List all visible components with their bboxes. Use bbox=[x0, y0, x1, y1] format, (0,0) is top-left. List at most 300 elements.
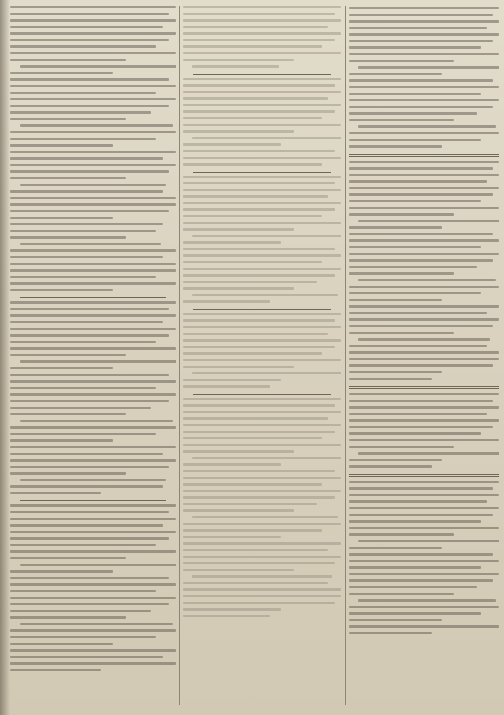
text-line bbox=[349, 119, 454, 121]
text-line bbox=[183, 268, 341, 270]
text-line bbox=[10, 19, 176, 21]
text-lines-left-2 bbox=[10, 504, 176, 671]
text-line bbox=[358, 125, 496, 127]
text-line bbox=[349, 292, 481, 294]
right-article-4 bbox=[349, 481, 499, 635]
text-line bbox=[183, 176, 341, 178]
text-line bbox=[349, 351, 499, 353]
text-line bbox=[349, 46, 481, 48]
article-separator bbox=[193, 74, 331, 75]
text-line bbox=[10, 400, 169, 402]
text-line bbox=[349, 426, 493, 428]
text-line bbox=[183, 281, 317, 283]
text-line bbox=[10, 328, 176, 330]
text-line bbox=[349, 259, 493, 261]
text-line bbox=[20, 564, 176, 566]
text-line bbox=[349, 612, 481, 614]
text-line bbox=[20, 420, 173, 422]
text-line bbox=[10, 157, 163, 159]
text-line bbox=[192, 294, 337, 296]
text-line bbox=[349, 299, 442, 301]
text-line bbox=[192, 137, 341, 139]
text-line bbox=[183, 503, 317, 505]
text-line bbox=[349, 161, 499, 163]
text-line bbox=[10, 32, 176, 34]
text-line bbox=[349, 625, 499, 627]
text-line bbox=[349, 305, 499, 307]
text-line bbox=[349, 272, 454, 274]
text-line bbox=[10, 492, 101, 494]
text-line bbox=[183, 411, 341, 413]
text-lines-middle-2 bbox=[183, 176, 341, 303]
text-line bbox=[183, 490, 341, 492]
text-line bbox=[349, 86, 499, 88]
text-line bbox=[349, 527, 499, 529]
left-article-2 bbox=[10, 504, 176, 671]
text-line bbox=[10, 446, 176, 448]
text-line bbox=[10, 662, 176, 664]
text-line bbox=[183, 417, 328, 419]
text-line bbox=[349, 553, 493, 555]
text-line bbox=[10, 367, 113, 369]
text-line bbox=[20, 243, 161, 245]
text-line bbox=[10, 524, 163, 526]
text-line bbox=[349, 266, 477, 268]
right-column bbox=[349, 4, 499, 707]
text-line bbox=[10, 459, 176, 461]
text-lines-middle-lead bbox=[183, 6, 341, 68]
text-line bbox=[349, 364, 493, 366]
text-line bbox=[10, 269, 176, 271]
text-line bbox=[183, 32, 341, 34]
text-line bbox=[10, 433, 156, 435]
text-line bbox=[183, 437, 322, 439]
text-line bbox=[10, 466, 169, 468]
text-line bbox=[10, 504, 176, 506]
text-line bbox=[183, 608, 281, 610]
text-line bbox=[10, 485, 163, 487]
text-line bbox=[10, 472, 126, 474]
text-line bbox=[349, 253, 499, 255]
text-line bbox=[349, 213, 454, 215]
text-line bbox=[10, 374, 169, 376]
text-line bbox=[349, 393, 499, 395]
article-separator bbox=[349, 386, 499, 389]
text-line bbox=[20, 65, 176, 67]
text-line bbox=[10, 439, 113, 441]
text-lines-right-1 bbox=[349, 7, 499, 148]
text-line bbox=[192, 372, 341, 374]
text-line bbox=[349, 53, 499, 55]
text-line bbox=[183, 339, 341, 341]
text-line bbox=[358, 599, 496, 601]
text-line bbox=[10, 656, 163, 658]
text-line bbox=[10, 13, 169, 15]
text-line bbox=[349, 533, 454, 535]
text-line bbox=[183, 562, 335, 564]
text-line bbox=[10, 85, 176, 87]
text-line bbox=[183, 78, 341, 80]
text-line bbox=[10, 256, 163, 258]
text-line bbox=[10, 170, 169, 172]
text-line bbox=[183, 117, 322, 119]
text-line bbox=[349, 345, 487, 347]
text-line bbox=[10, 190, 163, 192]
text-line bbox=[192, 575, 331, 577]
text-line bbox=[183, 569, 294, 571]
text-line bbox=[183, 274, 335, 276]
article-separator bbox=[20, 500, 166, 501]
text-line bbox=[183, 509, 294, 511]
left-lead-article bbox=[10, 6, 176, 291]
text-line bbox=[349, 246, 481, 248]
text-line bbox=[183, 150, 335, 152]
text-lines-right-3 bbox=[349, 393, 499, 468]
text-line bbox=[183, 189, 341, 191]
middle-column bbox=[183, 4, 341, 707]
text-line bbox=[349, 371, 442, 373]
text-line bbox=[183, 536, 281, 538]
text-line bbox=[349, 79, 493, 81]
text-line bbox=[192, 516, 337, 518]
text-line bbox=[349, 73, 442, 75]
text-line bbox=[10, 603, 169, 605]
text-line bbox=[349, 132, 499, 134]
text-line bbox=[183, 6, 341, 8]
text-line bbox=[10, 59, 126, 61]
text-line bbox=[183, 13, 335, 15]
text-line bbox=[349, 400, 493, 402]
text-line bbox=[10, 550, 176, 552]
text-line bbox=[10, 387, 156, 389]
text-line bbox=[183, 97, 328, 99]
text-line bbox=[10, 629, 176, 631]
text-line bbox=[183, 130, 294, 132]
text-line bbox=[10, 282, 176, 284]
text-line bbox=[183, 326, 341, 328]
text-line bbox=[358, 338, 490, 340]
text-line bbox=[183, 45, 322, 47]
text-line bbox=[183, 404, 335, 406]
right-article-2 bbox=[349, 161, 499, 380]
text-line bbox=[349, 547, 442, 549]
text-line bbox=[183, 477, 341, 479]
middle-lead-article bbox=[183, 6, 341, 68]
middle-article-3 bbox=[183, 313, 341, 388]
text-line bbox=[10, 518, 176, 520]
text-line bbox=[183, 248, 335, 250]
text-line bbox=[192, 457, 341, 459]
text-line bbox=[183, 470, 335, 472]
text-line bbox=[183, 26, 328, 28]
text-lines-middle-1 bbox=[183, 78, 341, 166]
text-line bbox=[349, 286, 499, 288]
text-line bbox=[10, 78, 169, 80]
text-line bbox=[349, 207, 499, 209]
text-line bbox=[349, 593, 454, 595]
text-line bbox=[10, 341, 156, 343]
text-line bbox=[10, 236, 126, 238]
text-line bbox=[192, 235, 341, 237]
text-line bbox=[183, 143, 281, 145]
text-line bbox=[349, 193, 493, 195]
text-line bbox=[349, 139, 481, 141]
text-line bbox=[183, 91, 341, 93]
text-line bbox=[349, 226, 442, 228]
text-line bbox=[10, 105, 169, 107]
text-line bbox=[349, 514, 493, 516]
text-line bbox=[183, 261, 322, 263]
text-line bbox=[349, 358, 499, 360]
text-line bbox=[183, 431, 335, 433]
article-separator bbox=[193, 309, 331, 310]
text-line bbox=[10, 380, 176, 382]
text-line bbox=[10, 616, 126, 618]
text-line bbox=[10, 537, 169, 539]
text-line bbox=[183, 182, 335, 184]
text-line bbox=[10, 636, 156, 638]
text-line bbox=[10, 570, 113, 572]
text-line bbox=[10, 643, 113, 645]
text-line bbox=[183, 208, 335, 210]
text-line bbox=[358, 220, 499, 222]
text-line bbox=[349, 500, 487, 502]
text-line bbox=[20, 479, 166, 481]
text-line bbox=[183, 124, 341, 126]
text-line bbox=[10, 249, 176, 251]
text-line bbox=[349, 312, 487, 314]
text-lines-right-4 bbox=[349, 481, 499, 635]
text-line bbox=[10, 577, 169, 579]
scan-edge-shadow bbox=[0, 0, 10, 715]
right-article-1 bbox=[349, 7, 499, 148]
text-line bbox=[349, 112, 477, 114]
text-line bbox=[10, 590, 156, 592]
article-separator bbox=[193, 394, 331, 395]
text-line bbox=[349, 239, 499, 241]
text-line bbox=[183, 157, 341, 159]
text-line bbox=[183, 163, 322, 165]
article-separator bbox=[20, 297, 166, 298]
text-line bbox=[10, 610, 151, 612]
text-line bbox=[183, 366, 294, 368]
text-line bbox=[183, 228, 294, 230]
text-line bbox=[183, 287, 294, 289]
text-line bbox=[10, 583, 176, 585]
text-line bbox=[10, 131, 176, 133]
text-line bbox=[183, 19, 341, 21]
text-line bbox=[349, 606, 499, 608]
text-line bbox=[183, 385, 270, 387]
text-line bbox=[10, 426, 176, 428]
text-line bbox=[10, 453, 163, 455]
text-line bbox=[10, 39, 169, 41]
text-line bbox=[10, 301, 176, 303]
text-line bbox=[349, 318, 499, 320]
text-line bbox=[10, 321, 163, 323]
text-line bbox=[10, 597, 176, 599]
text-line bbox=[10, 308, 169, 310]
text-line bbox=[10, 223, 163, 225]
text-line bbox=[349, 465, 432, 467]
text-line bbox=[183, 588, 341, 590]
text-line bbox=[183, 195, 328, 197]
text-line bbox=[183, 549, 328, 551]
text-line bbox=[183, 529, 322, 531]
text-line bbox=[349, 459, 442, 461]
text-line bbox=[10, 347, 176, 349]
text-line bbox=[10, 138, 156, 140]
text-line bbox=[349, 619, 442, 621]
text-line bbox=[349, 632, 432, 634]
text-line bbox=[183, 463, 281, 465]
text-line bbox=[349, 419, 499, 421]
text-line bbox=[183, 542, 341, 544]
text-line bbox=[10, 413, 126, 415]
text-line bbox=[10, 544, 156, 546]
text-line bbox=[10, 669, 101, 671]
text-line bbox=[349, 200, 481, 202]
left-column bbox=[10, 4, 176, 707]
text-line bbox=[349, 439, 499, 441]
text-line bbox=[349, 40, 493, 42]
text-line bbox=[349, 180, 487, 182]
text-line bbox=[183, 352, 322, 354]
text-line bbox=[10, 334, 169, 336]
text-line bbox=[183, 84, 335, 86]
text-lines-middle-3 bbox=[183, 313, 341, 388]
text-line bbox=[349, 406, 499, 408]
text-line bbox=[20, 623, 173, 625]
text-line bbox=[10, 164, 176, 166]
text-line bbox=[10, 111, 151, 113]
text-line bbox=[183, 52, 341, 54]
text-line bbox=[183, 615, 270, 617]
text-lines-left-lead bbox=[10, 6, 176, 291]
text-line bbox=[183, 444, 341, 446]
text-line bbox=[349, 566, 481, 568]
text-line bbox=[10, 263, 176, 265]
text-line bbox=[349, 174, 499, 176]
text-line bbox=[183, 398, 341, 400]
text-line bbox=[10, 511, 169, 513]
text-line bbox=[10, 531, 176, 533]
text-line bbox=[358, 540, 499, 542]
text-line bbox=[10, 314, 176, 316]
text-line bbox=[10, 557, 126, 559]
text-line bbox=[10, 52, 176, 54]
article-separator bbox=[349, 154, 499, 157]
text-line bbox=[183, 222, 341, 224]
text-line bbox=[10, 72, 113, 74]
text-line bbox=[183, 300, 270, 302]
text-line bbox=[10, 6, 176, 8]
text-line bbox=[183, 523, 341, 525]
text-line bbox=[349, 378, 432, 380]
column-rule bbox=[345, 6, 346, 705]
text-line bbox=[349, 60, 454, 62]
text-line bbox=[358, 452, 499, 454]
text-line bbox=[349, 233, 493, 235]
text-line bbox=[183, 483, 322, 485]
text-line bbox=[183, 241, 281, 243]
text-line bbox=[183, 313, 341, 315]
right-article-3 bbox=[349, 393, 499, 468]
text-line bbox=[349, 332, 454, 334]
text-line bbox=[349, 145, 442, 147]
text-line bbox=[183, 556, 341, 558]
text-line bbox=[349, 20, 499, 22]
text-line bbox=[349, 573, 499, 575]
text-line bbox=[183, 379, 281, 381]
text-line bbox=[10, 197, 176, 199]
text-lines-middle-4 bbox=[183, 398, 341, 617]
text-line bbox=[349, 413, 487, 415]
text-line bbox=[349, 27, 487, 29]
text-line bbox=[349, 187, 499, 189]
middle-article-4 bbox=[183, 398, 341, 617]
text-line bbox=[183, 496, 335, 498]
text-line bbox=[10, 393, 176, 395]
text-line bbox=[10, 92, 156, 94]
text-line bbox=[10, 649, 176, 651]
text-line bbox=[192, 65, 279, 67]
text-line bbox=[10, 177, 126, 179]
text-line bbox=[183, 39, 335, 41]
text-line bbox=[10, 151, 176, 153]
text-line bbox=[10, 407, 151, 409]
text-line bbox=[183, 602, 335, 604]
text-line bbox=[183, 450, 294, 452]
article-separator bbox=[193, 172, 331, 173]
text-line bbox=[183, 333, 328, 335]
text-line bbox=[10, 289, 113, 291]
text-line bbox=[349, 33, 499, 35]
text-line bbox=[10, 354, 126, 356]
text-line bbox=[10, 203, 176, 205]
text-line bbox=[349, 167, 493, 169]
text-line bbox=[183, 254, 341, 256]
text-line bbox=[10, 210, 169, 212]
text-line bbox=[349, 93, 481, 95]
text-line bbox=[349, 487, 493, 489]
text-line bbox=[20, 184, 166, 186]
text-line bbox=[20, 360, 176, 362]
text-line bbox=[183, 59, 294, 61]
text-line bbox=[349, 7, 499, 9]
text-line bbox=[358, 279, 496, 281]
text-lines-right-2 bbox=[349, 161, 499, 380]
text-line bbox=[349, 106, 493, 108]
text-line bbox=[183, 359, 341, 361]
text-line bbox=[183, 104, 341, 106]
text-line bbox=[349, 99, 499, 101]
text-line bbox=[349, 586, 477, 588]
text-line bbox=[183, 595, 341, 597]
text-line bbox=[183, 110, 335, 112]
text-line bbox=[349, 432, 481, 434]
text-line bbox=[349, 14, 493, 16]
middle-article-2 bbox=[183, 176, 341, 303]
text-line bbox=[349, 446, 454, 448]
text-line bbox=[349, 494, 499, 496]
text-line bbox=[349, 560, 499, 562]
text-line bbox=[349, 325, 493, 327]
text-line bbox=[183, 582, 328, 584]
column-rule bbox=[179, 6, 180, 705]
text-line bbox=[183, 215, 322, 217]
text-line bbox=[10, 230, 156, 232]
